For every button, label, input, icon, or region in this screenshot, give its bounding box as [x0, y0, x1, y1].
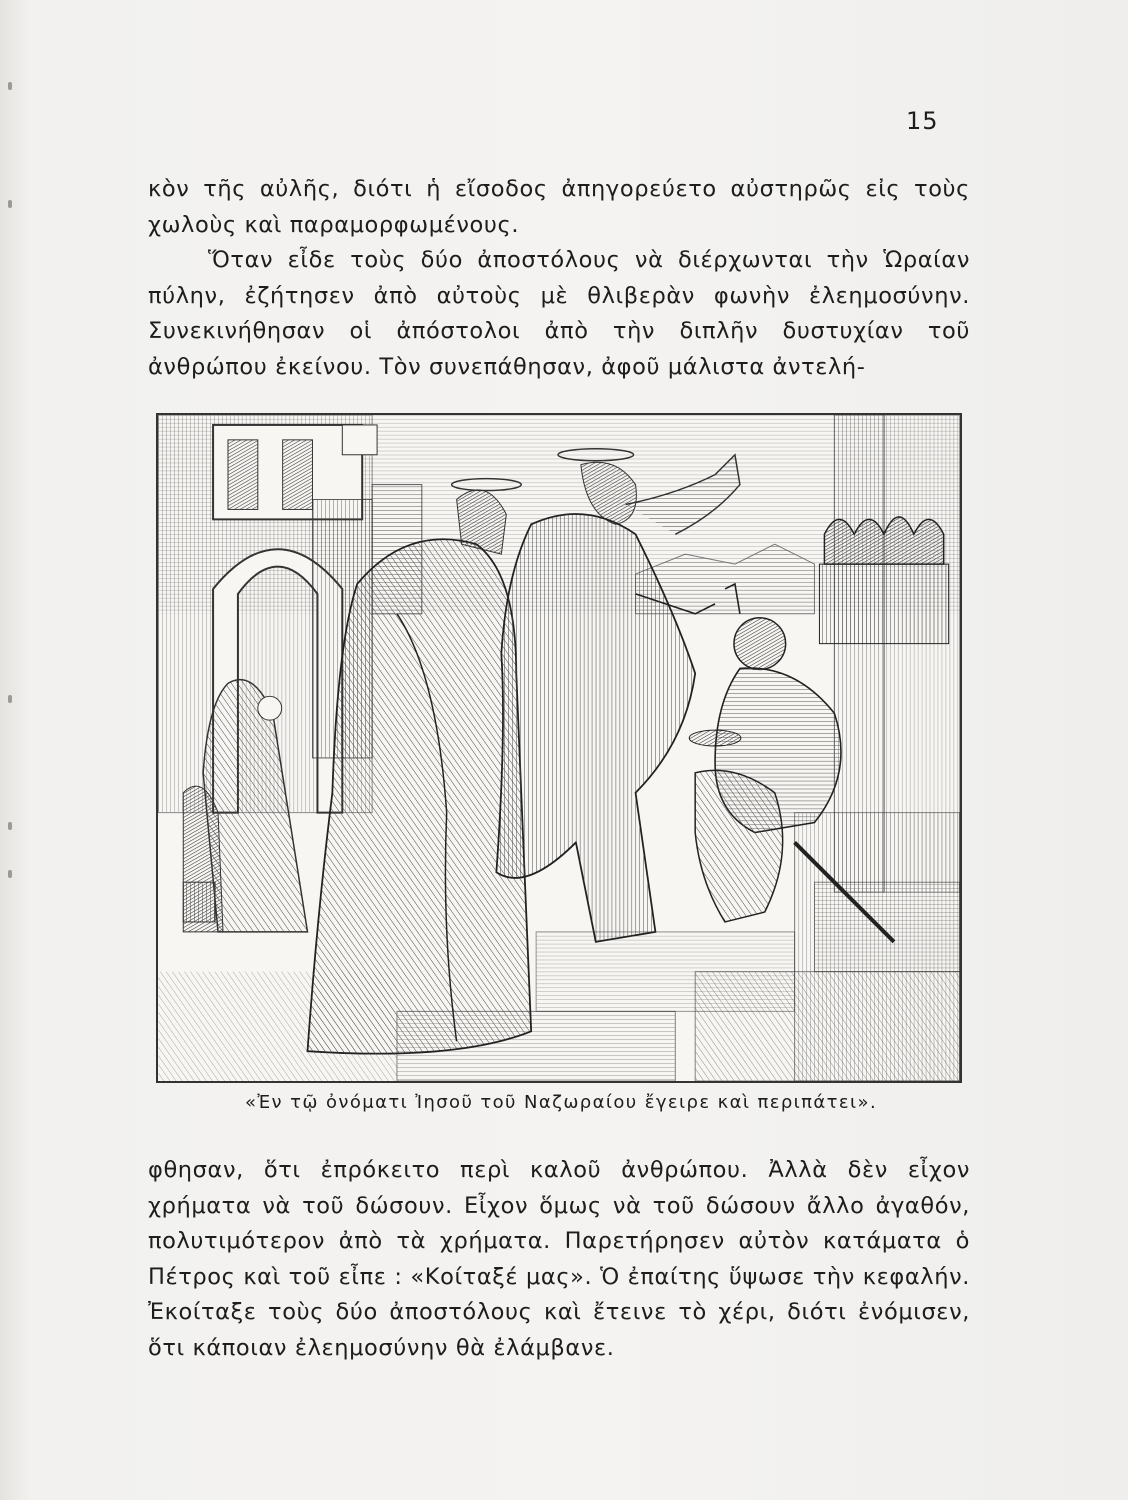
binding-hole: [8, 695, 12, 703]
binding-hole: [8, 822, 12, 830]
paragraph: Ὅταν εἶδε τοὺς δύο ἀποστόλους νὰ διέρχωνται τὴν Ὡραίαν πύλην, ἐζήτησεν ἀπὸ αὐτοὺς μὲ θλιβερὰν φωνὴν ἐλεημοσύνην. Συνεκινήθησαν οἱ ἀπόστολοι ἀπὸ τὴν διπλῆν δυστυχίαν τοῦ ἀνθρώπου ἐκείνου. Τὸν συνεπάθησαν, ἀφοῦ μάλιστα ἀντελή-: [148, 247, 970, 380]
binding-hole: [8, 200, 12, 208]
binding-hole: [8, 870, 12, 878]
paragraph: φθησαν, ὅτι ἐπρόκειτο περὶ καλοῦ ἀνθρώπου. Ἀλλὰ δὲν εἶχον χρήματα νὰ τοῦ δώσουν. Εἶχον ὅμως νὰ τοῦ δώσουν ἄλλο ἀγαθόν, πολυτιμότερον ἀπὸ τὰ χρήματα. Παρετήρησεν αὐτὸν κατάματα ὁ Πέτρος καὶ τοῦ εἶπε : «Κοίταξέ μας». Ὁ ἐπαίτης ὕψωσε τὴν κεφαλήν. Ἐκοίταξε τοὺς δύο ἀποστόλους καὶ ἔτεινε τὸ χέρι, διότι ἐνόμισεν, ὅτι κάποιαν ἐλεημοσύνην θὰ ἐλάμβανε.: [148, 1157, 970, 1361]
binding-hole: [8, 82, 12, 90]
text-block-top: [148, 172, 970, 385]
ground: [158, 972, 397, 1081]
text-block-bottom: [148, 1153, 970, 1366]
illustration-caption: «Ἐν τῷ ὀνόματι Ἰησοῦ τοῦ Ναζωραίου ἔγειρε καὶ περιπάτει».: [244, 1092, 878, 1113]
paragraph: κὸν τῆς αὐλῆς, διότι ἡ εἴσοδος ἀπηγορεύετο αὐστηρῶς εἰς τοὺς χωλοὺς καὶ παραμορφωμένους.: [148, 176, 970, 238]
engraving-artwork: [158, 415, 960, 1081]
engraving-illustration: [156, 413, 962, 1083]
page-number: 15: [906, 107, 939, 135]
